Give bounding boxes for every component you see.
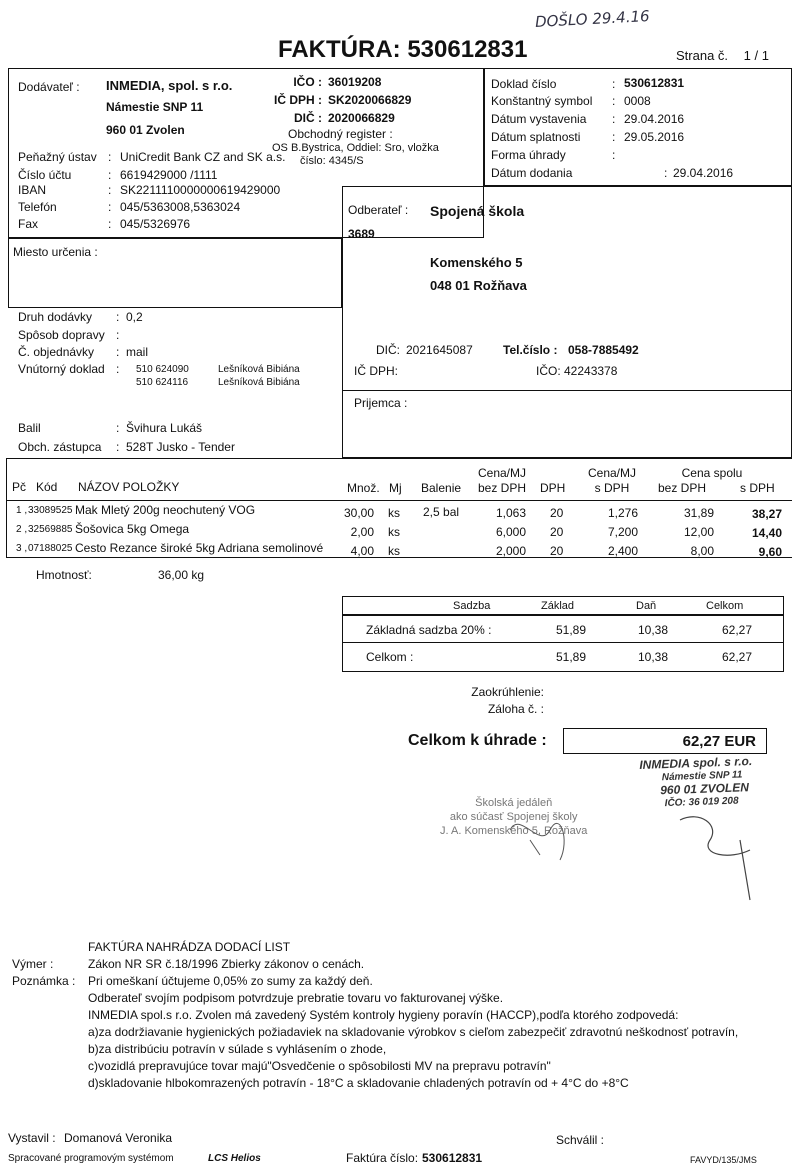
item-code: 07188025 (28, 543, 73, 554)
customer-phone: 058-7885492 (568, 343, 639, 357)
iban-colon: : (108, 183, 112, 197)
note-line: d)skladovanie hlbokomrazených potravín - 18°C a skladovanie chladených potravín od + 4°C do +8°C (88, 1076, 629, 1090)
receiver-divider (342, 390, 792, 391)
supplier-city: 960 01 Zvolen (106, 123, 185, 137)
title-invoice-number: 530612831 (407, 36, 528, 63)
software-name: LCS Helios (208, 1153, 261, 1164)
footer-invoice-number: 530612831 (422, 1151, 483, 1165)
vat-row1-tax: 10,38 (637, 623, 668, 637)
vat-row2-total: 62,27 (721, 650, 752, 664)
register-label: Obchodný register : (288, 127, 393, 141)
item-price-ex: 1,063 (495, 506, 526, 520)
vat-col-total: Celkom (706, 600, 744, 612)
vymer-label: Výmer : (12, 957, 54, 971)
packed-value: Švihura Lukáš (126, 421, 203, 435)
items-header-unit: Mj (389, 481, 402, 495)
transport-label: Spôsob dopravy (18, 328, 105, 342)
supplier-ico: 36019208 (328, 75, 382, 89)
vat-row1-label: Základná sadzba 20% : (366, 623, 492, 637)
items-header-price-ex-2: bez DPH (477, 481, 527, 495)
customer-ico-label: IČO: (536, 364, 561, 378)
account-colon: : (108, 168, 112, 182)
internal-doc-num-1: 510 624090 (136, 364, 189, 375)
item-price-in: 7,200 (607, 525, 638, 539)
bank-colon: : (108, 150, 112, 164)
const-symbol-colon: : (612, 94, 616, 108)
approved-label: Schválil : (556, 1133, 605, 1147)
items-header-vat: DPH (540, 481, 566, 495)
items-header-price-in-1: Cena/MJ (587, 466, 637, 480)
item-total-ex: 8,00 (690, 544, 714, 558)
supplier-stamp-line: 960 01 ZVOLEN (659, 780, 750, 798)
vat-col-rate: Sadzba (453, 600, 491, 612)
item-price-in: 1,276 (607, 506, 638, 520)
item-vat: 20 (550, 544, 564, 558)
customer-phone-label: Tel.číslo : (503, 343, 558, 357)
internal-doc-num-2: 510 624116 (136, 377, 189, 388)
issued-by: Domanová Veronika (64, 1131, 173, 1145)
item-total-in: 14,40 (751, 526, 782, 540)
vat-row1-base: 51,89 (555, 623, 586, 637)
payment-label: Forma úhrady (491, 148, 566, 162)
fax-label: Fax (18, 217, 39, 231)
transport-colon: : (116, 328, 120, 342)
supplier-stamp-line: Námestie SNP 11 (661, 769, 743, 784)
note-line: Pri omeškaní účtujeme 0,05% zo sumy za každý deň. (88, 974, 373, 988)
bank-label: Peňažný ústav (18, 150, 97, 164)
supplier-stamp-line: INMEDIA spol. s r.o. (639, 754, 753, 772)
phone-label: Telefón (18, 200, 57, 214)
account-value: 6619429000 /1111 (120, 168, 218, 182)
note-line: INMEDIA spol.s r.o. Zvolen má zavedený Systém kontroly hygieny poravín (HACCP),podľa ktorého zodpovedá: (88, 1008, 679, 1022)
items-header-total-in: s DPH (740, 481, 775, 495)
vat-row2-label: Celkom : (366, 650, 414, 664)
fax-colon: : (108, 217, 112, 231)
customer-name: Spojená škola (430, 203, 525, 219)
order-value: mail (126, 345, 149, 359)
vat-summary-header-divider (342, 614, 784, 616)
supplier-icdph-label: IČ DPH : (273, 93, 322, 107)
items-header-code: Kód (36, 480, 58, 494)
customer-icdph-label: IČ DPH: (354, 364, 399, 378)
items-header-total-ex: bez DPH (658, 481, 707, 495)
document-title (278, 36, 527, 64)
deposit-label: Záloha č. : (487, 702, 544, 716)
note-line: c)vozidlá prepravujúce tovar majú"Osvedčenie o spôsobilosti MV na prepravu potravín" (88, 1059, 551, 1073)
note-label: Poznámka : (12, 974, 76, 988)
internal-doc-name-2: Lešníková Bibiána (218, 377, 300, 388)
software-label: Spracované programovým systémom (8, 1153, 174, 1164)
packed-label: Balil (18, 421, 41, 435)
supplier-label: Dodávateľ : (18, 80, 80, 94)
due-date: 29.05.2016 (624, 130, 685, 144)
rep-label: Obch. zástupca (18, 440, 102, 454)
footer-heading: FAKTÚRA NAHRÁDZA DODACÍ LIST (88, 940, 291, 954)
rounding-label: Zaokrúhlenie: (471, 685, 544, 699)
receiver-label: Prijemca : (354, 396, 408, 410)
customer-dic: 2021645087 (406, 343, 473, 357)
signature (660, 780, 780, 910)
handwritten-note: DOŠLO 29.4.16 (534, 7, 651, 31)
issue-date: 29.04.2016 (624, 112, 685, 126)
item-total-in: 38,27 (751, 507, 782, 521)
issued-by-label: Vystavil : (8, 1131, 56, 1145)
delivery-type-colon: : (116, 310, 120, 324)
footer-invoice-label: Faktúra číslo: (346, 1151, 419, 1165)
title-label: FAKTÚRA: (278, 36, 401, 63)
items-header-divider (6, 500, 792, 501)
rep-value: 528T Jusko - Tender (126, 440, 235, 454)
items-header-price-ex-1: Cena/MJ (477, 466, 527, 480)
item-name: Šošovica 5kg Omega (75, 522, 190, 536)
customer-label: Odberateľ : (348, 203, 409, 217)
total-due-value: 62,27 EUR (682, 733, 756, 750)
order-label: Č. objednávky (18, 345, 95, 359)
customer-street: Komenského 5 (430, 255, 523, 270)
item-vat: 20 (550, 525, 564, 539)
vat-summary-row-divider (342, 642, 784, 643)
item-pc: 2 , (16, 524, 28, 535)
due-date-colon: : (612, 130, 616, 144)
iban-value: SK2211110000000619429000 (120, 183, 281, 197)
customer-city: 048 01 Rožňava (430, 278, 527, 293)
items-header-pc: Pč (12, 480, 27, 494)
item-pack: 2,5 bal (423, 505, 460, 519)
total-due-label: Celkom k úhrade : (408, 732, 547, 749)
item-unit: ks (388, 544, 400, 558)
item-price-ex: 6,000 (495, 525, 526, 539)
supplier-stamp-line: IČO: 36 019 208 (664, 795, 739, 810)
phone-colon: : (108, 200, 112, 214)
item-qty: 4,00 (350, 544, 374, 558)
delivery-date-colon: : (664, 166, 668, 180)
item-pc: 1 , (16, 505, 28, 516)
note-line: b)za distribúciu potravín v súlade s vyhlásením o zhode, (88, 1042, 387, 1056)
fax-value: 045/5326976 (120, 217, 191, 231)
iban-label: IBAN (18, 183, 47, 197)
supplier-dic-label: DIČ : (293, 111, 322, 125)
customer-stamp-line: J. A. Komenského 5, Rožňava (440, 825, 588, 837)
register-line2: číslo: 4345/S (300, 155, 364, 167)
order-colon: : (116, 345, 120, 359)
item-total-ex: 31,89 (683, 506, 714, 520)
customer-stamp-line: Školská jedáleň (475, 797, 553, 809)
internal-doc-name-1: Lešníková Bibiána (218, 364, 300, 375)
vat-row1-total: 62,27 (721, 623, 752, 637)
item-total-ex: 12,00 (683, 525, 714, 539)
payment-colon: : (612, 148, 616, 162)
destination-label: Miesto určenia : (13, 245, 98, 259)
const-symbol-label: Konštantný symbol (491, 94, 593, 108)
bank-value: UniCredit Bank CZ and SK a.s. (120, 150, 286, 164)
weight-value: 36,00 kg (158, 568, 205, 582)
note-line: a)za dodržiavanie hygienických požiadaviek na skladovanie výrobkov s cieľom zabezpečiť zdravotnú neškodnosť potravín, (88, 1025, 739, 1039)
customer-box (342, 186, 792, 458)
signature (500, 800, 590, 870)
item-name: Mak Mletý 200g neochutený VOG (75, 503, 256, 517)
item-qty: 2,00 (350, 525, 374, 539)
item-pc: 3 , (16, 543, 28, 554)
item-price-in: 2,400 (607, 544, 638, 558)
rep-colon: : (116, 440, 120, 454)
const-symbol: 0008 (624, 94, 651, 108)
delivery-date: 29.04.2016 (673, 166, 734, 180)
items-header-price-in-2: s DPH (594, 481, 630, 495)
issue-date-colon: : (612, 112, 616, 126)
customer-stamp-line: ako súčasť Spojenej školy (449, 811, 578, 823)
register-line1: OS B.Bystrica, Oddiel: Sro, vložka (272, 142, 439, 154)
supplier-icdph: SK2020066829 (328, 93, 412, 107)
item-unit: ks (388, 525, 400, 539)
supplier-ico-label: IČO : (293, 75, 322, 89)
item-unit: ks (388, 506, 400, 520)
vat-row2-base: 51,89 (555, 650, 586, 664)
note-line: Odberateľ svojím podpisom potvrdzuje prebratie tovaru vo fakturovanej výške. (88, 991, 504, 1005)
issue-date-label: Dátum vystavenia (491, 112, 587, 126)
items-header-pack: Balenie (421, 481, 462, 495)
delivery-date-label: Dátum dodania (491, 166, 573, 180)
item-price-ex: 2,000 (495, 544, 526, 558)
account-label: Číslo účtu (18, 168, 72, 182)
items-header-name: NÁZOV POLOŽKY (78, 480, 180, 494)
customer-code: 3689 (348, 227, 375, 241)
items-header-total: Cena spolu (681, 466, 743, 480)
supplier-street: Námestie SNP 11 (106, 100, 204, 114)
doc-number-label: Doklad číslo (491, 77, 557, 91)
vat-col-base: Základ (541, 600, 575, 612)
packed-colon: : (116, 421, 120, 435)
item-vat: 20 (550, 506, 564, 520)
customer-dic-label: DIČ: (376, 343, 400, 357)
item-name: Cesto Rezance široké 5kg Adriana semolinové (75, 541, 324, 555)
phone-value: 045/5363008,5363024 (120, 200, 241, 214)
item-code: 33089525 (28, 505, 73, 516)
internal-doc-colon: : (116, 362, 120, 376)
delivery-type: 0,2 (126, 310, 143, 324)
customer-ico: 42243378 (564, 364, 618, 378)
doc-number-colon: : (612, 77, 616, 91)
internal-doc-label: Vnútorný doklad (18, 362, 105, 376)
page-number (676, 48, 769, 63)
vymer-value: Zákon NR SR č.18/1996 Zbierky zákonov o cenách. (88, 957, 365, 971)
item-total-in: 9,60 (758, 545, 782, 559)
page-label: Strana č. (676, 48, 729, 63)
form-code: FAVYD/135/JMS (690, 1155, 757, 1165)
supplier-dic: 2020066829 (328, 111, 395, 125)
item-code: 32569885 (28, 524, 73, 535)
weight-label: Hmotnosť: (36, 568, 92, 582)
vat-col-tax: Daň (636, 600, 657, 612)
due-date-label: Dátum splatnosti (491, 130, 581, 144)
doc-number: 530612831 (624, 76, 685, 90)
vat-row2-tax: 10,38 (637, 650, 668, 664)
item-qty: 30,00 (343, 506, 374, 520)
delivery-type-label: Druh dodávky (18, 310, 93, 324)
page-value: 1 / 1 (743, 48, 769, 63)
supplier-name: INMEDIA, spol. s r.o. (106, 78, 233, 93)
items-header-qty: Množ. (347, 481, 380, 495)
